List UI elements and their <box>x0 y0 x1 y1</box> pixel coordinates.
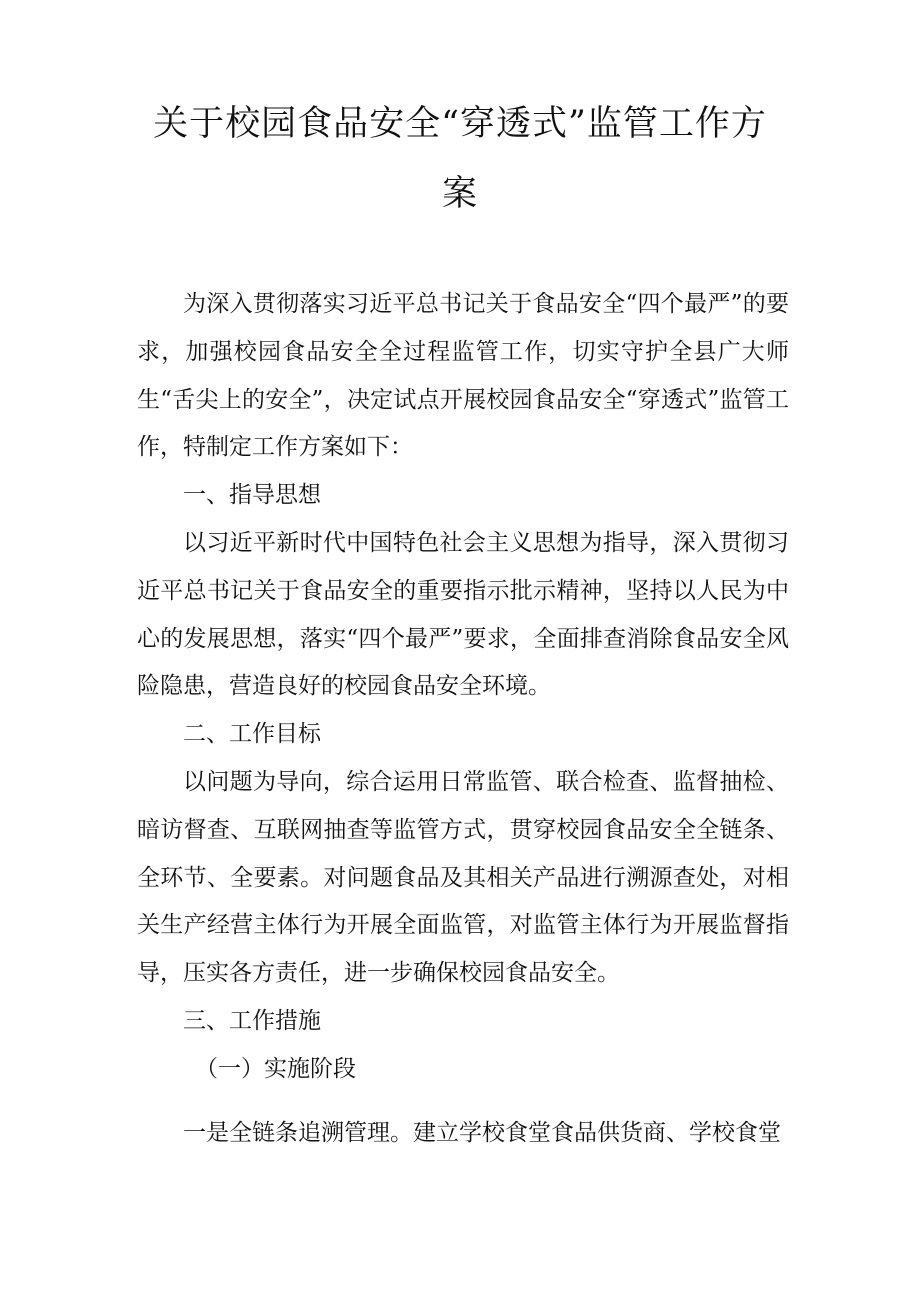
document-title-line2: 案 <box>441 174 478 214</box>
section-heading-work-goals: 二、工作目标 <box>183 721 321 748</box>
subsection-heading-implementation-stage: （一）实施阶段 <box>195 1055 356 1082</box>
paragraph-gap <box>137 1094 789 1110</box>
document-title-line1: 关于校园食品安全“穿透式”监管工作方 <box>153 104 767 144</box>
intro-paragraph: 为深入贯彻落实习近平总书记关于食品安全“四个最严”的要求，加强校园食品安全全过程监管工作，切实守护全县广大师生“舌尖上的安全”，决定试点开展校园食品安全“穿透式”监管工作，特制定工作方案如下： <box>137 291 789 461</box>
section-paragraph-work-measures: 一是全链条追溯管理。建立学校食堂食品供货商、学校食堂 <box>183 1119 781 1146</box>
section-paragraph-work-goals: 以问题为导向，综合运用日常监管、联合检查、监督抽检、暗访督查、互联网抽查等监管方式，贯穿校园食品安全全链条、全环节、全要素。对问题食品及其相关产品进行溯源查处，对相关生产经营主体行为开展全面监管，对监管主体行为开展监督指导，压实各方责任，进一步确保校园食品安全。 <box>137 768 789 987</box>
section-heading-work-measures: 三、工作措施 <box>183 1007 321 1034</box>
document-body <box>137 281 789 1157</box>
section-heading-guiding-ideology: 一、指导思想 <box>183 482 321 509</box>
section-paragraph-guiding-ideology: 以习近平新时代中国特色社会主义思想为指导，深入贯彻习近平总书记关于食品安全的重要指示批示精神，坚持以人民为中心的发展思想，落实“四个最严”要求，全面排查消除食品安全风险隐患，营造良好的校园食品安全环境。 <box>137 529 789 700</box>
